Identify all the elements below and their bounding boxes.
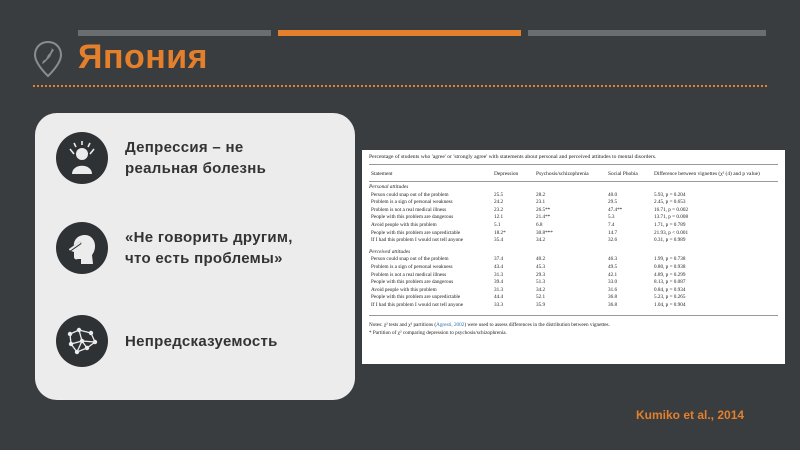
table-cell: 1.71, p = 0.789 bbox=[654, 221, 686, 228]
table-cell: 34.2 bbox=[536, 286, 546, 293]
table-cell: 6.8 bbox=[536, 221, 543, 228]
table-cell: If I had this problem I would not tell anyone bbox=[371, 301, 464, 308]
table-cell: 23.1 bbox=[536, 199, 546, 206]
notes-text: ) were used to assess differences in the distribution between vignettes. bbox=[464, 321, 610, 328]
table-cell: Person could snap out of the problem bbox=[371, 191, 449, 198]
table-cell: 21.4** bbox=[536, 214, 551, 221]
table-cell: 1.99, p = 0.738 bbox=[654, 256, 686, 263]
table-cell: 30.8*** bbox=[536, 229, 553, 236]
stressed-person-icon bbox=[56, 132, 108, 184]
top-bar-left bbox=[78, 30, 271, 36]
point-line: «Не говорить другим, bbox=[125, 229, 293, 246]
table-cell: People with this problem are unpredictable bbox=[371, 294, 461, 301]
table-cell: Person could snap out of the problem bbox=[371, 256, 449, 263]
reference-link[interactable]: Agresti, 2002 bbox=[436, 321, 465, 328]
top-bar-right bbox=[528, 30, 766, 36]
header-cell: Statement bbox=[371, 171, 393, 177]
table-cell: Avoid people with this problem bbox=[371, 221, 437, 228]
table-cell: 5.93, p = 0.204 bbox=[654, 191, 686, 198]
table-cell: 5.3 bbox=[608, 214, 615, 221]
table-cell: 43.4 bbox=[494, 263, 504, 270]
table-cell: Problem is not a real medical illness bbox=[371, 206, 447, 213]
table-cell: Avoid people with this problem bbox=[371, 286, 437, 293]
table-cell: 31.3 bbox=[494, 286, 504, 293]
point-line: реальная болезнь bbox=[125, 160, 267, 177]
table-row bbox=[369, 199, 778, 207]
table-cell: 14.7 bbox=[608, 229, 618, 236]
table-cell: 36.8 bbox=[608, 301, 618, 308]
table-cell: 40.2 bbox=[536, 256, 546, 263]
table-row bbox=[369, 207, 778, 215]
table-cell: 49.5 bbox=[608, 263, 618, 270]
header-cell: Depression bbox=[494, 171, 519, 177]
table-cell: 0.80, p = 0.938 bbox=[654, 263, 686, 270]
table-cell: 29.3 bbox=[536, 271, 546, 278]
table-row bbox=[369, 302, 778, 310]
table-caption: Percentage of students who 'agree' or 'strongly agree' with statements about personal and perceived attitudes to mental disorders. bbox=[369, 154, 778, 165]
table-row bbox=[369, 287, 778, 295]
table-row bbox=[369, 264, 778, 272]
title-divider bbox=[33, 85, 767, 87]
table-cell: Problem is not a real medical illness bbox=[371, 271, 447, 278]
table-cell: 35.9 bbox=[536, 301, 546, 308]
point-depression bbox=[56, 132, 266, 184]
table-section-title: Personal attitudes bbox=[369, 184, 409, 190]
table-cell: 23.2 bbox=[494, 206, 504, 213]
table-row bbox=[369, 294, 778, 302]
table-cell: 24.2 bbox=[494, 199, 504, 206]
table-cell: 42.1 bbox=[608, 271, 618, 278]
point-line: Непредсказуемость bbox=[125, 332, 278, 350]
table-cell: 28.2 bbox=[536, 191, 546, 198]
table-cell: 44.4 bbox=[494, 294, 504, 301]
table-cell: 0.84, p = 0.934 bbox=[654, 286, 686, 293]
table-row bbox=[369, 256, 778, 264]
table-cell: 21.93, p < 0.001 bbox=[654, 229, 689, 236]
table-notes bbox=[369, 315, 778, 337]
table-cell: 36.8 bbox=[608, 294, 618, 301]
header-cell: Social Phobia bbox=[608, 171, 638, 177]
scattered-network-icon bbox=[56, 315, 108, 367]
table-cell: 33.3 bbox=[494, 301, 504, 308]
point-silence bbox=[56, 222, 293, 274]
table-cell: 46.3 bbox=[608, 256, 618, 263]
table-footnote: * Partition of χ² comparing depression to psychosis/schizophrenia. bbox=[369, 329, 507, 336]
table-cell: Problem is a sign of personal weakness bbox=[371, 199, 453, 206]
table-cell: 0.31, p = 0.989 bbox=[654, 237, 686, 244]
table-cell: 7.4 bbox=[608, 221, 615, 228]
table-row bbox=[369, 222, 778, 230]
point-line: что есть проблемы» bbox=[125, 250, 283, 267]
table-cell: 5.23, p = 0.265 bbox=[654, 294, 686, 301]
table-cell: 5.1 bbox=[494, 221, 501, 228]
table-cell: 33.0 bbox=[608, 279, 618, 286]
table-cell: 47.4** bbox=[608, 206, 623, 213]
point-unpredictability bbox=[56, 315, 278, 367]
table-row bbox=[369, 272, 778, 280]
table-cell: 26.5** bbox=[536, 206, 551, 213]
table-cell: 13.71, p = 0.008 bbox=[654, 214, 689, 221]
table-body bbox=[369, 182, 778, 310]
table-cell: 31.6 bbox=[608, 286, 618, 293]
table-header bbox=[369, 165, 778, 182]
table-cell: 16.71, p = 0.002 bbox=[654, 206, 689, 213]
table-cell: People with this problem are dangerous bbox=[371, 214, 454, 221]
table-cell: People with this problem are unpredictable bbox=[371, 229, 461, 236]
citation: Kumiko et al., 2014 bbox=[636, 408, 745, 422]
notes-text: Notes: χ² tests and χ² partitions ( bbox=[369, 321, 437, 328]
table-cell: 35.4 bbox=[494, 237, 504, 244]
table-cell: 12.1 bbox=[494, 214, 504, 221]
table-cell: 1.04, p = 0.904 bbox=[654, 301, 686, 308]
table-cell: 32.6 bbox=[608, 237, 618, 244]
table-cell: 34.2 bbox=[536, 237, 546, 244]
table-cell: 31.3 bbox=[494, 271, 504, 278]
table-cell: 45.3 bbox=[536, 263, 546, 270]
top-bar-accent bbox=[278, 30, 521, 36]
table-cell: 18.2* bbox=[494, 229, 506, 236]
map-pin-icon bbox=[33, 40, 63, 78]
table-cell: 39.4 bbox=[494, 279, 504, 286]
table-cell: 52.1 bbox=[536, 294, 546, 301]
table-cell: People with this problem are dangerous bbox=[371, 279, 454, 286]
table-cell: 51.3 bbox=[536, 279, 546, 286]
slide-title: Япония bbox=[78, 38, 209, 76]
table-cell: 4.89, p = 0.299 bbox=[654, 271, 686, 278]
table-cell: If I had this problem I would not tell anyone bbox=[371, 237, 464, 244]
point-line: Депрессия – не bbox=[125, 139, 244, 156]
table-cell: 2.45, p = 0.653 bbox=[654, 199, 686, 206]
silent-person-icon bbox=[56, 222, 108, 274]
table-cell: Problem is a sign of personal weakness bbox=[371, 263, 453, 270]
table-row bbox=[369, 279, 778, 287]
table-cell: 40.0 bbox=[608, 191, 618, 198]
table-cell: 25.5 bbox=[494, 191, 504, 198]
table-section-title: Perceived attitudes bbox=[369, 248, 411, 255]
header-cell: Difference between vignettes (χ² (4) and p value) bbox=[654, 171, 760, 177]
table-row bbox=[369, 214, 778, 222]
table-row bbox=[369, 237, 778, 245]
table-cell: 29.5 bbox=[608, 199, 618, 206]
table-cell: 8.13, p = 0.087 bbox=[654, 279, 686, 286]
survey-table bbox=[362, 150, 785, 364]
header-cell: Psychosis/schizophrenia bbox=[536, 171, 589, 177]
table-cell: 37.4 bbox=[494, 256, 504, 263]
